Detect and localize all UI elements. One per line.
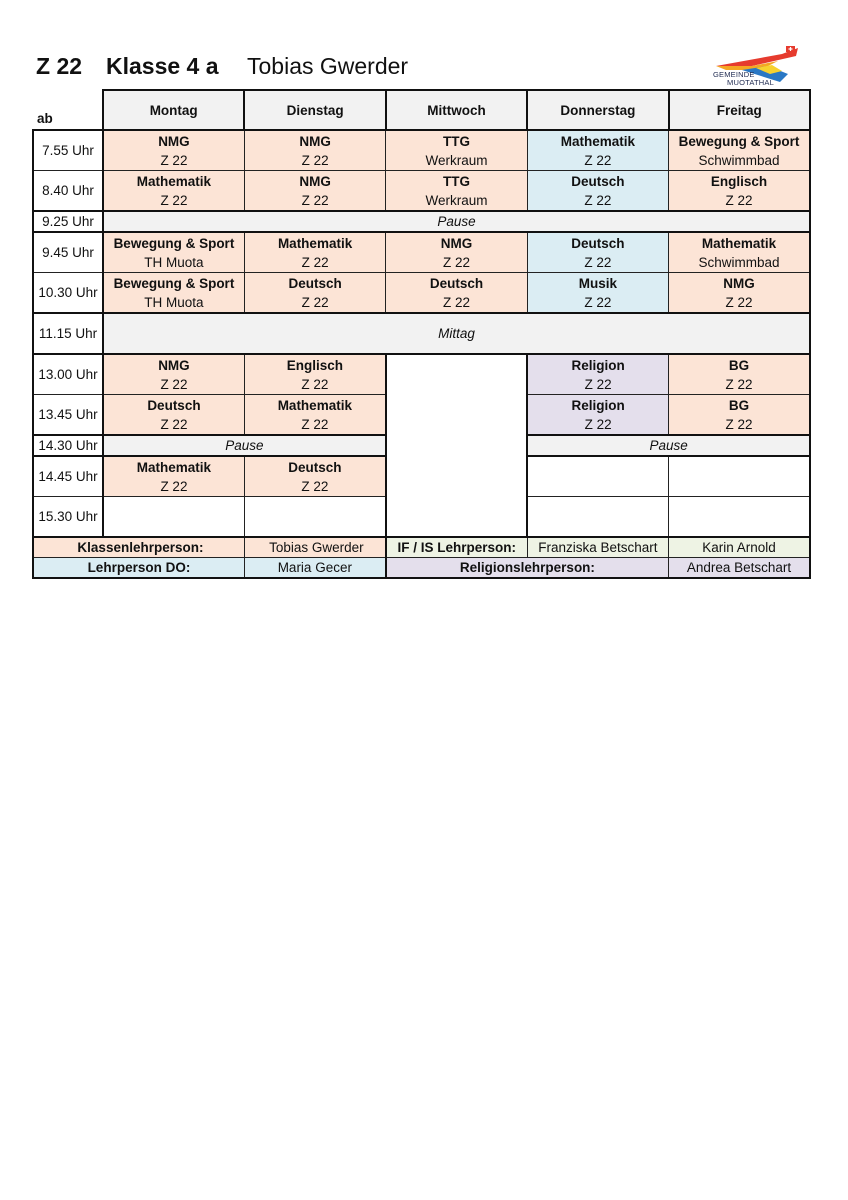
time-slot: 10.30 Uhr — [33, 273, 103, 314]
ab-label: ab — [37, 111, 53, 126]
subject: NMG — [158, 133, 190, 149]
subject: NMG — [158, 357, 190, 373]
logo-line1: GEMEINDE — [713, 70, 755, 79]
time-slot: 8.40 Uhr — [33, 171, 103, 212]
subject: NMG — [440, 235, 473, 251]
subject: Mathematik — [560, 133, 635, 149]
time-slot: 14.45 Uhr — [33, 456, 103, 497]
subject: Bewegung & Sport — [113, 275, 235, 291]
time-slot: 7.55 Uhr — [33, 130, 103, 171]
timetable — [32, 89, 811, 579]
do-teacher-name: Maria Gecer — [244, 558, 385, 579]
room: Schwimmbad — [698, 254, 780, 270]
subject: Deutsch — [571, 173, 625, 189]
subject: NMG — [723, 275, 755, 291]
empty-cell — [669, 497, 810, 538]
lesson-cell — [669, 395, 810, 436]
room: Z 22 — [584, 152, 612, 168]
break-cell: Pause — [527, 435, 810, 456]
room: TH Muota — [144, 254, 204, 270]
time-slot: 13.45 Uhr — [33, 395, 103, 436]
day-header: Montag — [103, 90, 244, 130]
room: Schwimmbad — [698, 152, 780, 168]
lesson-cell — [103, 273, 244, 314]
room: Z 22 — [442, 294, 470, 310]
room: Z 22 — [160, 152, 188, 168]
room: Z 22 — [160, 376, 188, 392]
day-header: Freitag — [669, 90, 810, 130]
room: Z 22 — [301, 294, 329, 310]
empty-cell — [103, 497, 244, 538]
logo-line2: MUOTATHAL — [727, 78, 774, 87]
time-slot: 13.00 Uhr — [33, 354, 103, 395]
lesson-cell — [103, 395, 244, 436]
subject: BG — [728, 357, 750, 373]
lesson-cell — [386, 232, 527, 273]
break-cell: Pause — [103, 435, 386, 456]
subject: Mathematik — [136, 459, 212, 475]
lesson-cell — [669, 354, 810, 395]
room: Z 22 — [160, 192, 188, 208]
room: Z 22 — [301, 376, 329, 392]
time-slot: 9.25 Uhr — [33, 211, 103, 232]
subject: TTG — [442, 173, 470, 189]
subject: Deutsch — [288, 275, 342, 291]
lesson-cell — [244, 171, 385, 212]
subject: Mathematik — [277, 235, 353, 251]
subject: Mathematik — [277, 397, 352, 413]
do-teacher-label: Lehrperson DO: — [33, 558, 244, 579]
free-block-wednesday — [386, 354, 527, 537]
lesson-cell — [669, 273, 810, 314]
room: Werkraum — [425, 152, 488, 168]
room: Z 22 — [584, 254, 612, 270]
subject: Englisch — [710, 173, 768, 189]
room: Z 22 — [301, 254, 329, 270]
lesson-cell — [386, 171, 527, 212]
room: Z 22 — [584, 192, 612, 208]
class-teacher-name: Tobias Gwerder — [244, 537, 385, 558]
time-slot: 11.15 Uhr — [33, 313, 103, 354]
room: Z 22 — [301, 152, 329, 168]
subject: Mathematik — [701, 235, 777, 251]
empty-cell — [669, 456, 810, 497]
lesson-cell — [669, 171, 810, 212]
lesson-cell — [103, 232, 244, 273]
lesson-cell — [527, 171, 668, 212]
lesson-cell — [527, 395, 668, 436]
empty-cell — [527, 497, 668, 538]
room: Z 22 — [160, 416, 188, 432]
subject: Deutsch — [429, 275, 484, 291]
logo-wordmark — [713, 71, 774, 87]
subject: NMG — [299, 133, 331, 149]
room: Z 22 — [725, 192, 753, 208]
room: TH Muota — [144, 294, 204, 310]
subject: Religion — [571, 397, 625, 413]
time-slot: 9.45 Uhr — [33, 232, 103, 273]
religion-teacher-name: Andrea Betschart — [669, 558, 810, 579]
subject: Bewegung & Sport — [678, 133, 800, 149]
room: Z 22 — [584, 376, 612, 392]
break-cell: Pause — [103, 211, 810, 232]
lesson-cell — [244, 273, 385, 314]
lesson-cell — [669, 232, 810, 273]
room: Z 22 — [584, 416, 612, 432]
room: Z 22 — [725, 416, 753, 432]
empty-cell — [527, 456, 668, 497]
subject: Englisch — [286, 357, 343, 373]
time-slot: 14.30 Uhr — [33, 435, 103, 456]
lesson-cell — [527, 354, 668, 395]
empty-cell — [244, 497, 385, 538]
if-is-teacher-1: Franziska Betschart — [527, 537, 668, 558]
if-is-teacher-2: Karin Arnold — [669, 537, 810, 558]
lesson-cell — [386, 273, 527, 314]
room: Z 22 — [301, 416, 329, 432]
subject: Religion — [571, 357, 625, 373]
time-slot: 15.30 Uhr — [33, 497, 103, 538]
day-header: Dienstag — [244, 90, 385, 130]
day-header: Donnerstag — [527, 90, 668, 130]
class-label: Klasse 4 a — [106, 53, 219, 79]
lesson-cell — [244, 130, 385, 171]
room: Z 22 — [584, 294, 612, 310]
lesson-cell — [244, 354, 385, 395]
lesson-cell — [244, 232, 385, 273]
subject: Musik — [578, 275, 617, 291]
lesson-cell — [244, 395, 385, 436]
lesson-cell — [527, 273, 668, 314]
class-teacher-label: Klassenlehrperson: — [33, 537, 244, 558]
lesson-cell — [527, 130, 668, 171]
subject: TTG — [442, 133, 470, 149]
subject: Deutsch — [288, 459, 342, 475]
lesson-cell — [103, 354, 244, 395]
lesson-cell — [103, 171, 244, 212]
subject: NMG — [299, 173, 331, 189]
lesson-cell — [244, 456, 385, 497]
religion-teacher-label: Religionslehrperson: — [386, 558, 669, 579]
if-is-label: IF / IS Lehrperson: — [386, 537, 527, 558]
lesson-cell — [103, 130, 244, 171]
room: Werkraum — [425, 192, 488, 208]
room: Z 22 — [301, 192, 329, 208]
subject: Bewegung & Sport — [113, 235, 235, 251]
room-label: Z 22 — [36, 53, 83, 79]
lesson-cell — [669, 130, 810, 171]
room: Z 22 — [725, 294, 753, 310]
subject: BG — [728, 397, 750, 413]
room: Z 22 — [725, 376, 753, 392]
lesson-cell — [527, 232, 668, 273]
lunch-cell: Mittag — [103, 313, 810, 354]
room: Z 22 — [160, 478, 188, 494]
room: Z 22 — [301, 478, 329, 494]
lesson-cell — [103, 456, 244, 497]
subject: Deutsch — [147, 397, 201, 413]
day-header: Mittwoch — [386, 90, 527, 130]
subject: Deutsch — [571, 235, 625, 251]
subject: Mathematik — [136, 173, 212, 189]
lesson-cell — [386, 130, 527, 171]
room: Z 22 — [442, 254, 470, 270]
teacher-name: Tobias Gwerder — [247, 53, 409, 79]
